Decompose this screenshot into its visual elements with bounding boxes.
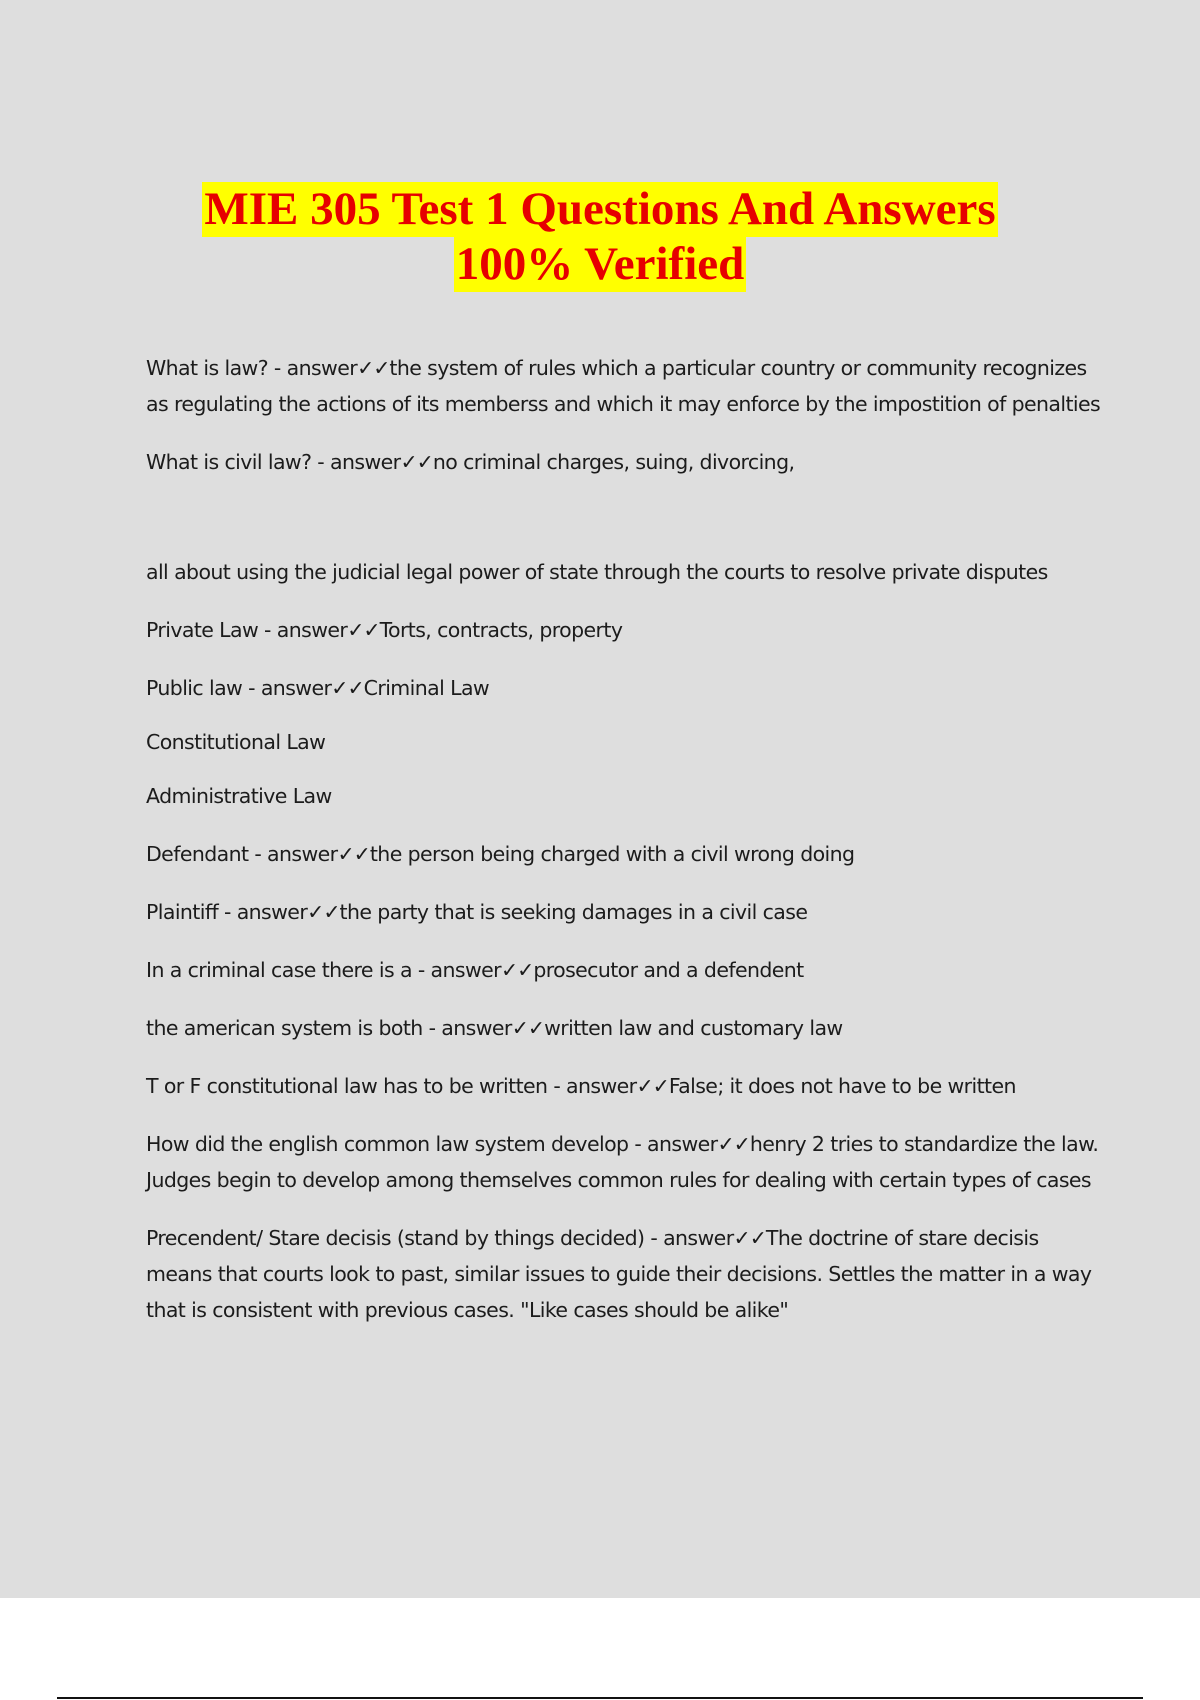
check-marks: ✓✓ <box>337 842 370 866</box>
qa-entry <box>146 1010 1101 1046</box>
answer-text: the person being charged with a civil wrong doing <box>369 842 855 866</box>
question-text: What is civil law? - answer <box>146 450 401 474</box>
question-text: Plaintiff - answer <box>146 900 308 924</box>
qa-entry <box>146 1126 1101 1198</box>
question-text: Public law - answer <box>146 676 332 700</box>
page-bottom-rule <box>57 1697 1143 1699</box>
qa-entry <box>146 952 1101 988</box>
qa-entry <box>146 612 1101 648</box>
check-marks: ✓✓ <box>717 1132 750 1156</box>
answer-text: Torts, contracts, property <box>379 618 623 642</box>
question-text: In a criminal case there is a - answer <box>146 958 501 982</box>
question-text: Private Law - answer <box>146 618 348 642</box>
check-marks: ✓✓ <box>347 618 380 642</box>
qa-entry <box>146 836 1101 872</box>
check-marks: ✓✓ <box>357 356 390 380</box>
document-title <box>0 182 1200 292</box>
check-marks: ✓✓ <box>636 1074 669 1098</box>
title-line-1: MIE 305 Test 1 Questions And Answers <box>204 183 996 235</box>
check-marks: ✓✓ <box>500 958 534 982</box>
answer-text: written law and customary law <box>544 1016 843 1040</box>
question-text: Precendent/ Stare decisis (stand by things decided) - answer <box>146 1226 734 1250</box>
answer-text: False; it does not have to be written <box>668 1074 1016 1098</box>
qa-entry <box>146 444 1101 480</box>
check-marks: ✓✓ <box>307 900 340 924</box>
qa-entry <box>146 670 1101 706</box>
question-text: How did the english common law system develop - answer <box>146 1132 718 1156</box>
question-text: What is law? - answer <box>146 356 358 380</box>
qa-entry <box>146 350 1101 422</box>
qa-list <box>146 350 1101 1350</box>
question-text: T or F constitutional law has to be written - answer <box>146 1074 637 1098</box>
qa-entry <box>146 1068 1101 1104</box>
check-marks: ✓✓ <box>733 1226 766 1250</box>
continuation-text: Administrative Law <box>146 784 332 808</box>
check-marks: ✓✓ <box>331 676 364 700</box>
check-marks: ✓✓ <box>400 450 433 474</box>
answer-text: Criminal Law <box>363 676 490 700</box>
continuation-text: Constitutional Law <box>146 730 326 754</box>
answer-text: the party that is seeking damages in a civil case <box>339 900 808 924</box>
title-line-2: 100% Verified <box>455 238 745 290</box>
answer-text: the system of rules which a particular country or community recognizes as regulating the actions of its memberss and which it may enforce by the impostition of penalties <box>146 356 1101 416</box>
question-text: the american system is both - answer <box>146 1016 512 1040</box>
check-marks: ✓✓ <box>511 1016 545 1040</box>
question-text: Defendant - answer <box>146 842 338 866</box>
answer-text: prosecutor and a defendent <box>533 958 804 982</box>
answer-text: The doctrine of stare decisis means that courts look to past, similar issues to guide their decisions. Settles the matter in a way that is consistent with previous cases. "Like cases should be alike" <box>146 1226 1092 1322</box>
qa-entry <box>146 894 1101 930</box>
answer-text: henry 2 tries to standardize the law. Judges begin to develop among themselves common rules for dealing with certain types of cases <box>146 1132 1099 1192</box>
continuation-text: all about using the judicial legal power of state through the courts to resolve private disputes <box>146 560 1048 584</box>
answer-text: no criminal charges, suing, divorcing, <box>432 450 795 474</box>
qa-entry <box>146 1220 1101 1328</box>
